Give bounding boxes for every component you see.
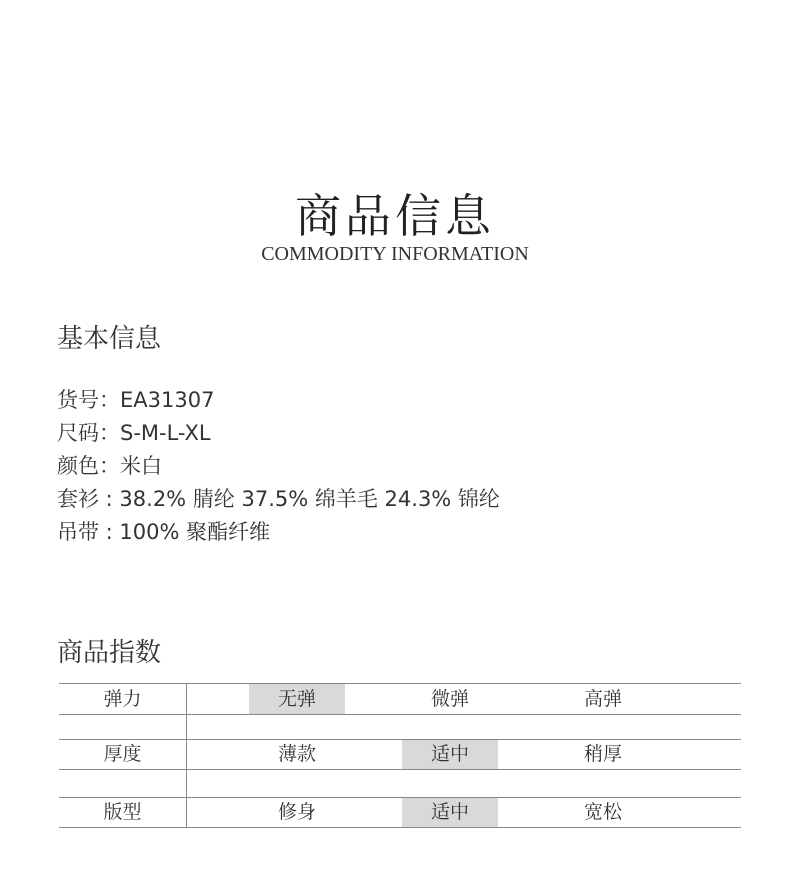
info-line-color: 颜色：米白 [57, 454, 162, 478]
index-heading: 商品指数 [57, 638, 162, 668]
option-cell: 适中 [402, 740, 498, 769]
row-label-fit: 版型 [103, 801, 142, 823]
info-line-size: 尺码：S-M-L-XL [57, 421, 211, 445]
table-rule [59, 769, 741, 770]
row-label-elasticity: 弹力 [103, 688, 142, 710]
info-line-sku: 货号：EA31307 [57, 388, 215, 412]
option-cell: 稍厚 [583, 743, 622, 765]
sub-title: COMMODITY INFORMATION [261, 243, 529, 265]
main-title: 商品信息 [295, 189, 495, 243]
table-column-divider [186, 683, 187, 828]
option-cell: 宽松 [583, 801, 622, 823]
info-line-camisole-material: 吊带 : 100% 聚酯纤维 [57, 520, 271, 544]
option-cell: 微弹 [430, 688, 469, 710]
option-cell: 薄款 [277, 743, 316, 765]
option-cell: 高弹 [583, 688, 622, 710]
basic-info-heading: 基本信息 [57, 324, 162, 354]
option-cell: 无弹 [249, 684, 345, 714]
option-cell: 修身 [277, 801, 316, 823]
table-rule [59, 827, 741, 828]
info-line-sweater-material: 套衫 : 38.2% 腈纶 37.5% 绵羊毛 24.3% 锦纶 [57, 487, 500, 511]
table-rule [59, 714, 741, 715]
row-label-thickness: 厚度 [103, 743, 142, 765]
option-cell: 适中 [402, 798, 498, 827]
